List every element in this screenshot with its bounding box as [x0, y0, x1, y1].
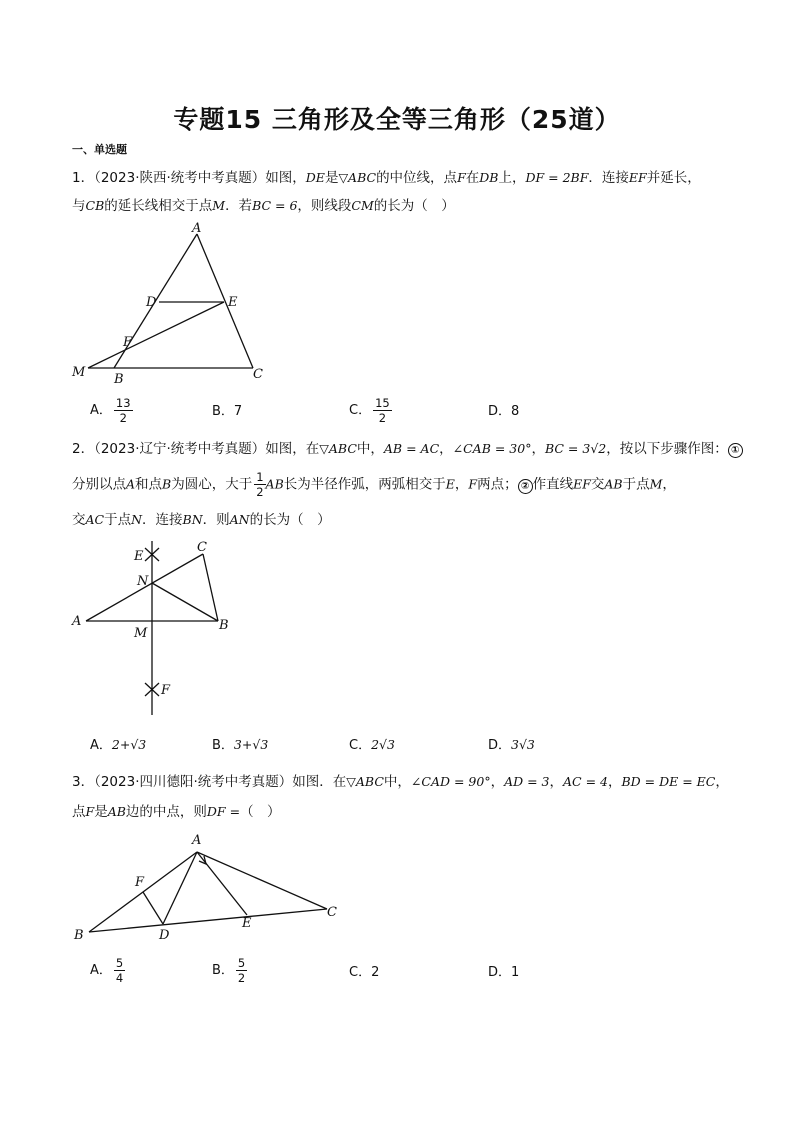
q1-label-d: D	[146, 295, 157, 310]
q2-side-cb	[203, 554, 218, 621]
q3-side-ac	[197, 852, 327, 909]
q1-side-ac	[197, 234, 253, 368]
q2-label-f: F	[161, 683, 171, 698]
q3-segment-ae	[197, 852, 247, 915]
q1-label-b: B	[114, 372, 124, 387]
q2-label-n: N	[137, 574, 149, 589]
q2-label-m: M	[134, 626, 148, 641]
q3-base-bc	[89, 909, 327, 932]
q3-option-c[interactable]: C．2	[349, 965, 380, 980]
q2-line-3: 交AC于点N．连接BN．则AN的长为（ ）	[72, 512, 331, 528]
q2-option-c[interactable]: C．2√3	[349, 737, 395, 753]
q1-label-f: F	[123, 335, 133, 350]
q3-option-a[interactable]: A． $\frac{5}{4}$	[90, 956, 124, 985]
q1-option-d[interactable]: D．8	[488, 404, 520, 419]
q1-figure	[60, 218, 290, 388]
section-heading: 一、单选题	[72, 143, 127, 156]
q2-option-b[interactable]: B．3+√3	[212, 737, 269, 753]
q2-option-a[interactable]: A．2+√3	[90, 737, 147, 753]
q1-line-me	[88, 302, 224, 368]
q2-line-1: 2．（2023·辽宁·统考中考真题）如图，在▽ABC中，AB = AC，∠CAB = 30°，BC = 3√2，按以下步骤作图： ①	[72, 437, 743, 458]
q1-option-a[interactable]: A． $\frac{13}{2}$	[90, 396, 131, 425]
q3-label-e: E	[242, 916, 252, 931]
q3-line-2: 点F是AB边的中点，则DF =（ ）	[72, 804, 281, 820]
q2-option-d[interactable]: D．3√3	[488, 737, 535, 753]
q2-label-c: C	[197, 540, 207, 555]
q2-label-e: E	[134, 549, 144, 564]
q2-line-2: 分别以点A和点B为圆心，大于 $\frac{1}{2}$ AB长为半径作弧，两弧相交于E，F两点； ② 作直线EF交AB于点M，	[72, 470, 676, 499]
q3-label-b: B	[74, 928, 84, 943]
q3-segment-fd	[143, 892, 163, 924]
q2-figure	[60, 533, 260, 723]
q1-label-c: C	[253, 367, 263, 382]
q1-line-2: 与CB的延长线相交于点M．若BC = 6，则线段CM的长为（ ）	[72, 198, 455, 214]
q3-label-a: A	[192, 833, 202, 848]
q3-segment-ad	[163, 852, 197, 924]
q2-segment-bn	[152, 583, 218, 621]
q3-label-f: F	[135, 875, 145, 890]
q1-label-e: E	[228, 295, 238, 310]
q3-label-d: D	[159, 928, 170, 943]
q3-option-d[interactable]: D．1	[488, 965, 520, 980]
q3-option-b[interactable]: B． $\frac{5}{2}$	[212, 956, 246, 985]
q1-label-m: M	[72, 365, 86, 380]
q3-label-c: C	[327, 905, 337, 920]
q1-option-c[interactable]: C． $\frac{15}{2}$	[349, 396, 390, 425]
q2-label-b: B	[219, 618, 229, 633]
q1-line-1: 1．（2023·陕西·统考中考真题）如图，DE是▽ABC的中位线，点F在DB上，DF = 2BF．连接EF并延长，	[72, 170, 701, 186]
q2-label-a: A	[72, 614, 82, 629]
page-title: 专题15 三角形及全等三角形（25道）	[173, 105, 621, 134]
q1-label-a: A	[192, 221, 202, 236]
q3-line-1: 3．（2023·四川德阳·统考中考真题）如图．在▽ABC中，∠CAD = 90°，AD = 3，AC = 4，BD = DE = EC，	[72, 774, 729, 790]
q3-figure	[60, 828, 360, 948]
q1-option-b[interactable]: B．7	[212, 404, 243, 419]
